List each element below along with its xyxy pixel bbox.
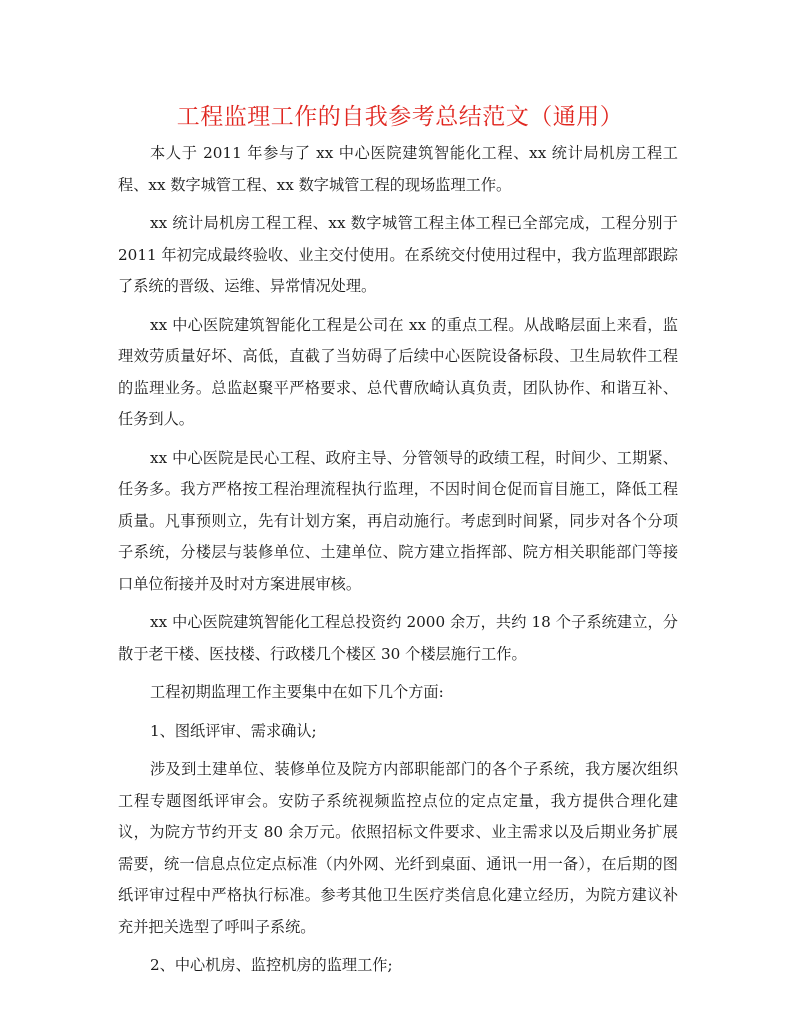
document-body — [118, 138, 678, 989]
paragraph: xx 中心医院是民心工程、政府主导、分管领导的政绩工程，时间少、工期紧、任务多。我方严格按工程治理流程执行监理，不因时间仓促而盲目施工，降低工程质量。凡事预则立，先有计划方案，再启动施行。考虑到时间紧，同步对各个分项子系统，分楼层与装修单位、土建单位、院方建立指挥部、院方相关职能部门等接口单位衔接并及时对方案进展审核。 — [118, 448, 678, 593]
paragraph: 涉及到土建单位、装修单位及院方内部职能部门的各个子系统，我方屡次组织工程专题图纸评审会。安防子系统视频监控点位的定点定量，我方提供合理化建议，为院方节约开支 80 余万元。依照招标文件要求、业主需求以及后期业务扩展需要，统一信息点位定点标准（内外网、光纤到桌面、通讯一用一备），在后期的图纸评审过程中严格执行标准。参考其他卫生医疗类信息化建立经历，为院方建议补充并把关选型了呼叫子系统。 — [118, 760, 678, 936]
list-heading: 1、图纸评审、需求确认; — [150, 721, 317, 740]
paragraph: xx 统计局机房工程工程、xx 数字城管工程主体工程已全部完成，工程分别于 2011 年初完成最终验收、业主交付使用。在系统交付使用过程中，我方监理部跟踪了系统的晋级、运维、异常情况处理。 — [118, 214, 678, 295]
paragraph: xx 中心医院建筑智能化工程是公司在 xx 的重点工程。从战略层面上来看，监理效劳质量好坏、高低，直截了当妨碍了后续中心医院设备标段、卫生局软件工程的监理业务。总监赵聚平严格要求、总代曹欣崎认真负责，团队协作、和谐互补、任务到人。 — [118, 315, 678, 428]
document-title: 工程监理工作的自我参考总结范文（通用） — [176, 104, 624, 130]
paragraph: xx 中心医院建筑智能化工程总投资约 2000 余万，共约 18 个子系统建立，分散于老干楼、医技楼、行政楼几个楼区 30 个楼层施行工作。 — [118, 613, 678, 663]
paragraph: 本人于 2011 年参与了 xx 中心医院建筑智能化工程、xx 统计局机房工程工程、xx 数字城管工程、xx 数字城管工程的现场监理工作。 — [118, 144, 678, 194]
list-heading: 2、中心机房、监控机房的监理工作; — [150, 956, 393, 974]
paragraph: 工程初期监理工作主要集中在如下几个方面: — [150, 683, 444, 701]
